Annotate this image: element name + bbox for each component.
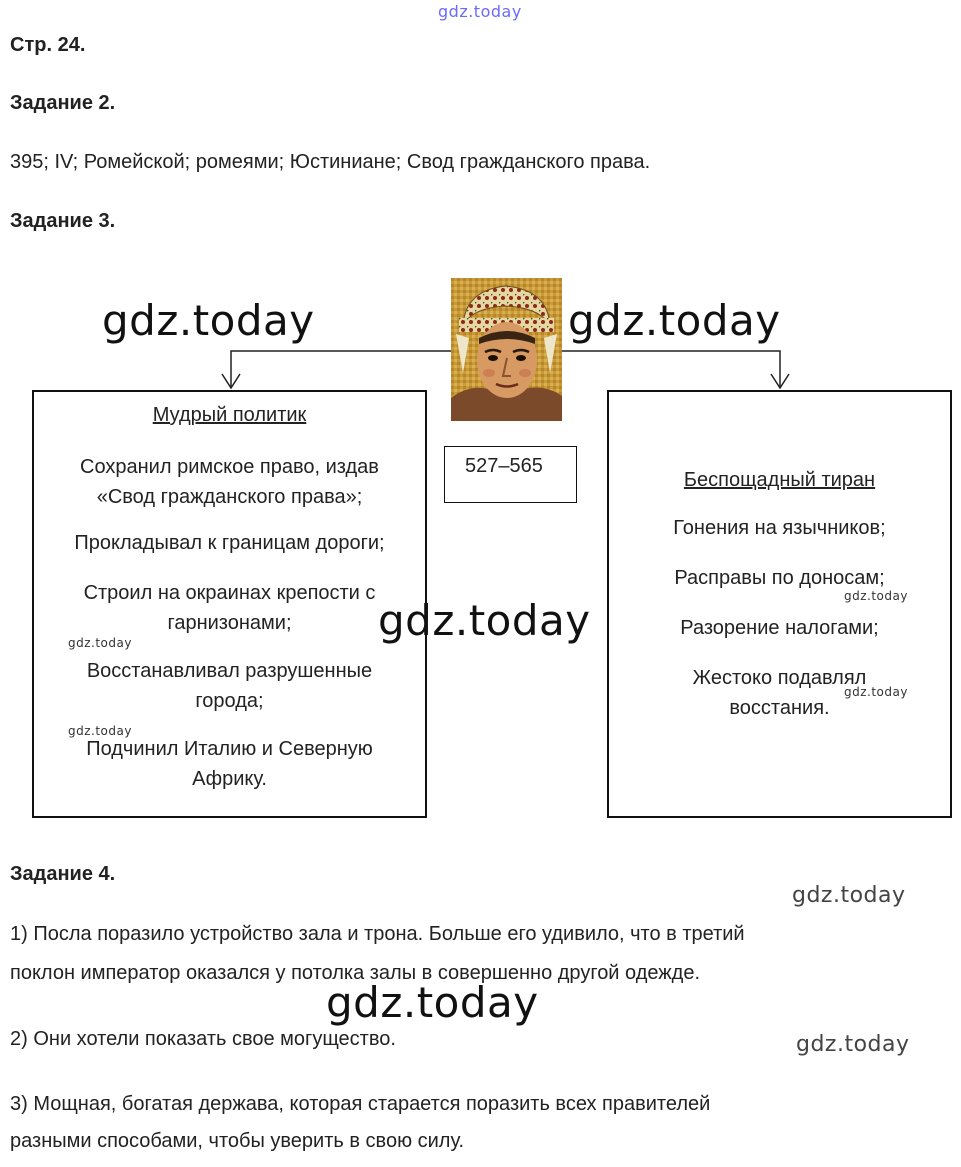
wise-politician-box [32, 390, 427, 818]
task2-answer: 395; IV; Ромейской; ромеями; Юстиниане; Свод гражданского права. [10, 151, 651, 173]
watermark-tiny: gdz.today [844, 685, 908, 699]
watermark-tiny: gdz.today [68, 636, 132, 650]
ruthless-tyrant-box [607, 390, 952, 818]
ruthless-tyrant-title: Беспощадный тиран [683, 469, 876, 491]
justinian-portrait-image [451, 278, 562, 421]
wise-item-1: Сохранил римское право, издав «Свод гражданского права»; [80, 456, 379, 508]
watermark-small: gdz.today [792, 883, 906, 908]
watermark-small: gdz.today [796, 1032, 910, 1057]
task4-answer3-line1: 3) Мощная, богатая держава, которая старается поразить всех правителей [10, 1093, 711, 1115]
task4-answer1-line2: поклон император оказался у потолка залы в совершенно другой одежде. [10, 962, 701, 984]
watermark-large: gdz.today [568, 296, 781, 345]
right-connector-line [562, 351, 780, 388]
task2-heading: Задание 2. [10, 92, 116, 114]
task4-answer3-line2: разными способами, чтобы уверить в свою силу. [10, 1130, 465, 1152]
wise-politician-title: Мудрый политик [152, 404, 307, 426]
tyrant-item-2: Расправы по доносам; [674, 567, 885, 589]
task4-answer1-line1: 1) Посла поразило устройство зала и трона. Больше его удивило, что в третий [10, 923, 745, 945]
wise-item-3: Строил на окраинах крепости с гарнизонами; [83, 582, 376, 634]
tyrant-item-1: Гонения на язычников; [673, 517, 886, 539]
wise-item-5: Подчинил Италию и Северную Африку. [86, 738, 373, 790]
tyrant-item-3: Разорение налогами; [680, 617, 879, 639]
watermark-tiny: gdz.today [68, 724, 132, 738]
years-label: 527–565 [465, 455, 543, 477]
page-number: Стр. 24. [10, 34, 86, 56]
watermark-large: gdz.today [102, 296, 315, 345]
watermark-tiny: gdz.today [844, 589, 908, 603]
watermark-top: gdz.today [438, 2, 522, 21]
years-box [444, 446, 577, 503]
watermark-large: gdz.today [326, 978, 539, 1027]
task3-heading: Задание 3. [10, 210, 116, 232]
task4-answer2: 2) Они хотели показать свое могущество. [10, 1028, 396, 1050]
wise-item-4: Восстанавливал разрушенные города; [86, 660, 373, 712]
tyrant-item-4: Жестоко подавлял восстания. [692, 667, 867, 719]
task4-heading: Задание 4. [10, 863, 116, 885]
left-connector-line [231, 351, 451, 388]
watermark-large: gdz.today [378, 596, 591, 645]
wise-item-2: Прокладывал к границам дороги; [74, 532, 385, 554]
